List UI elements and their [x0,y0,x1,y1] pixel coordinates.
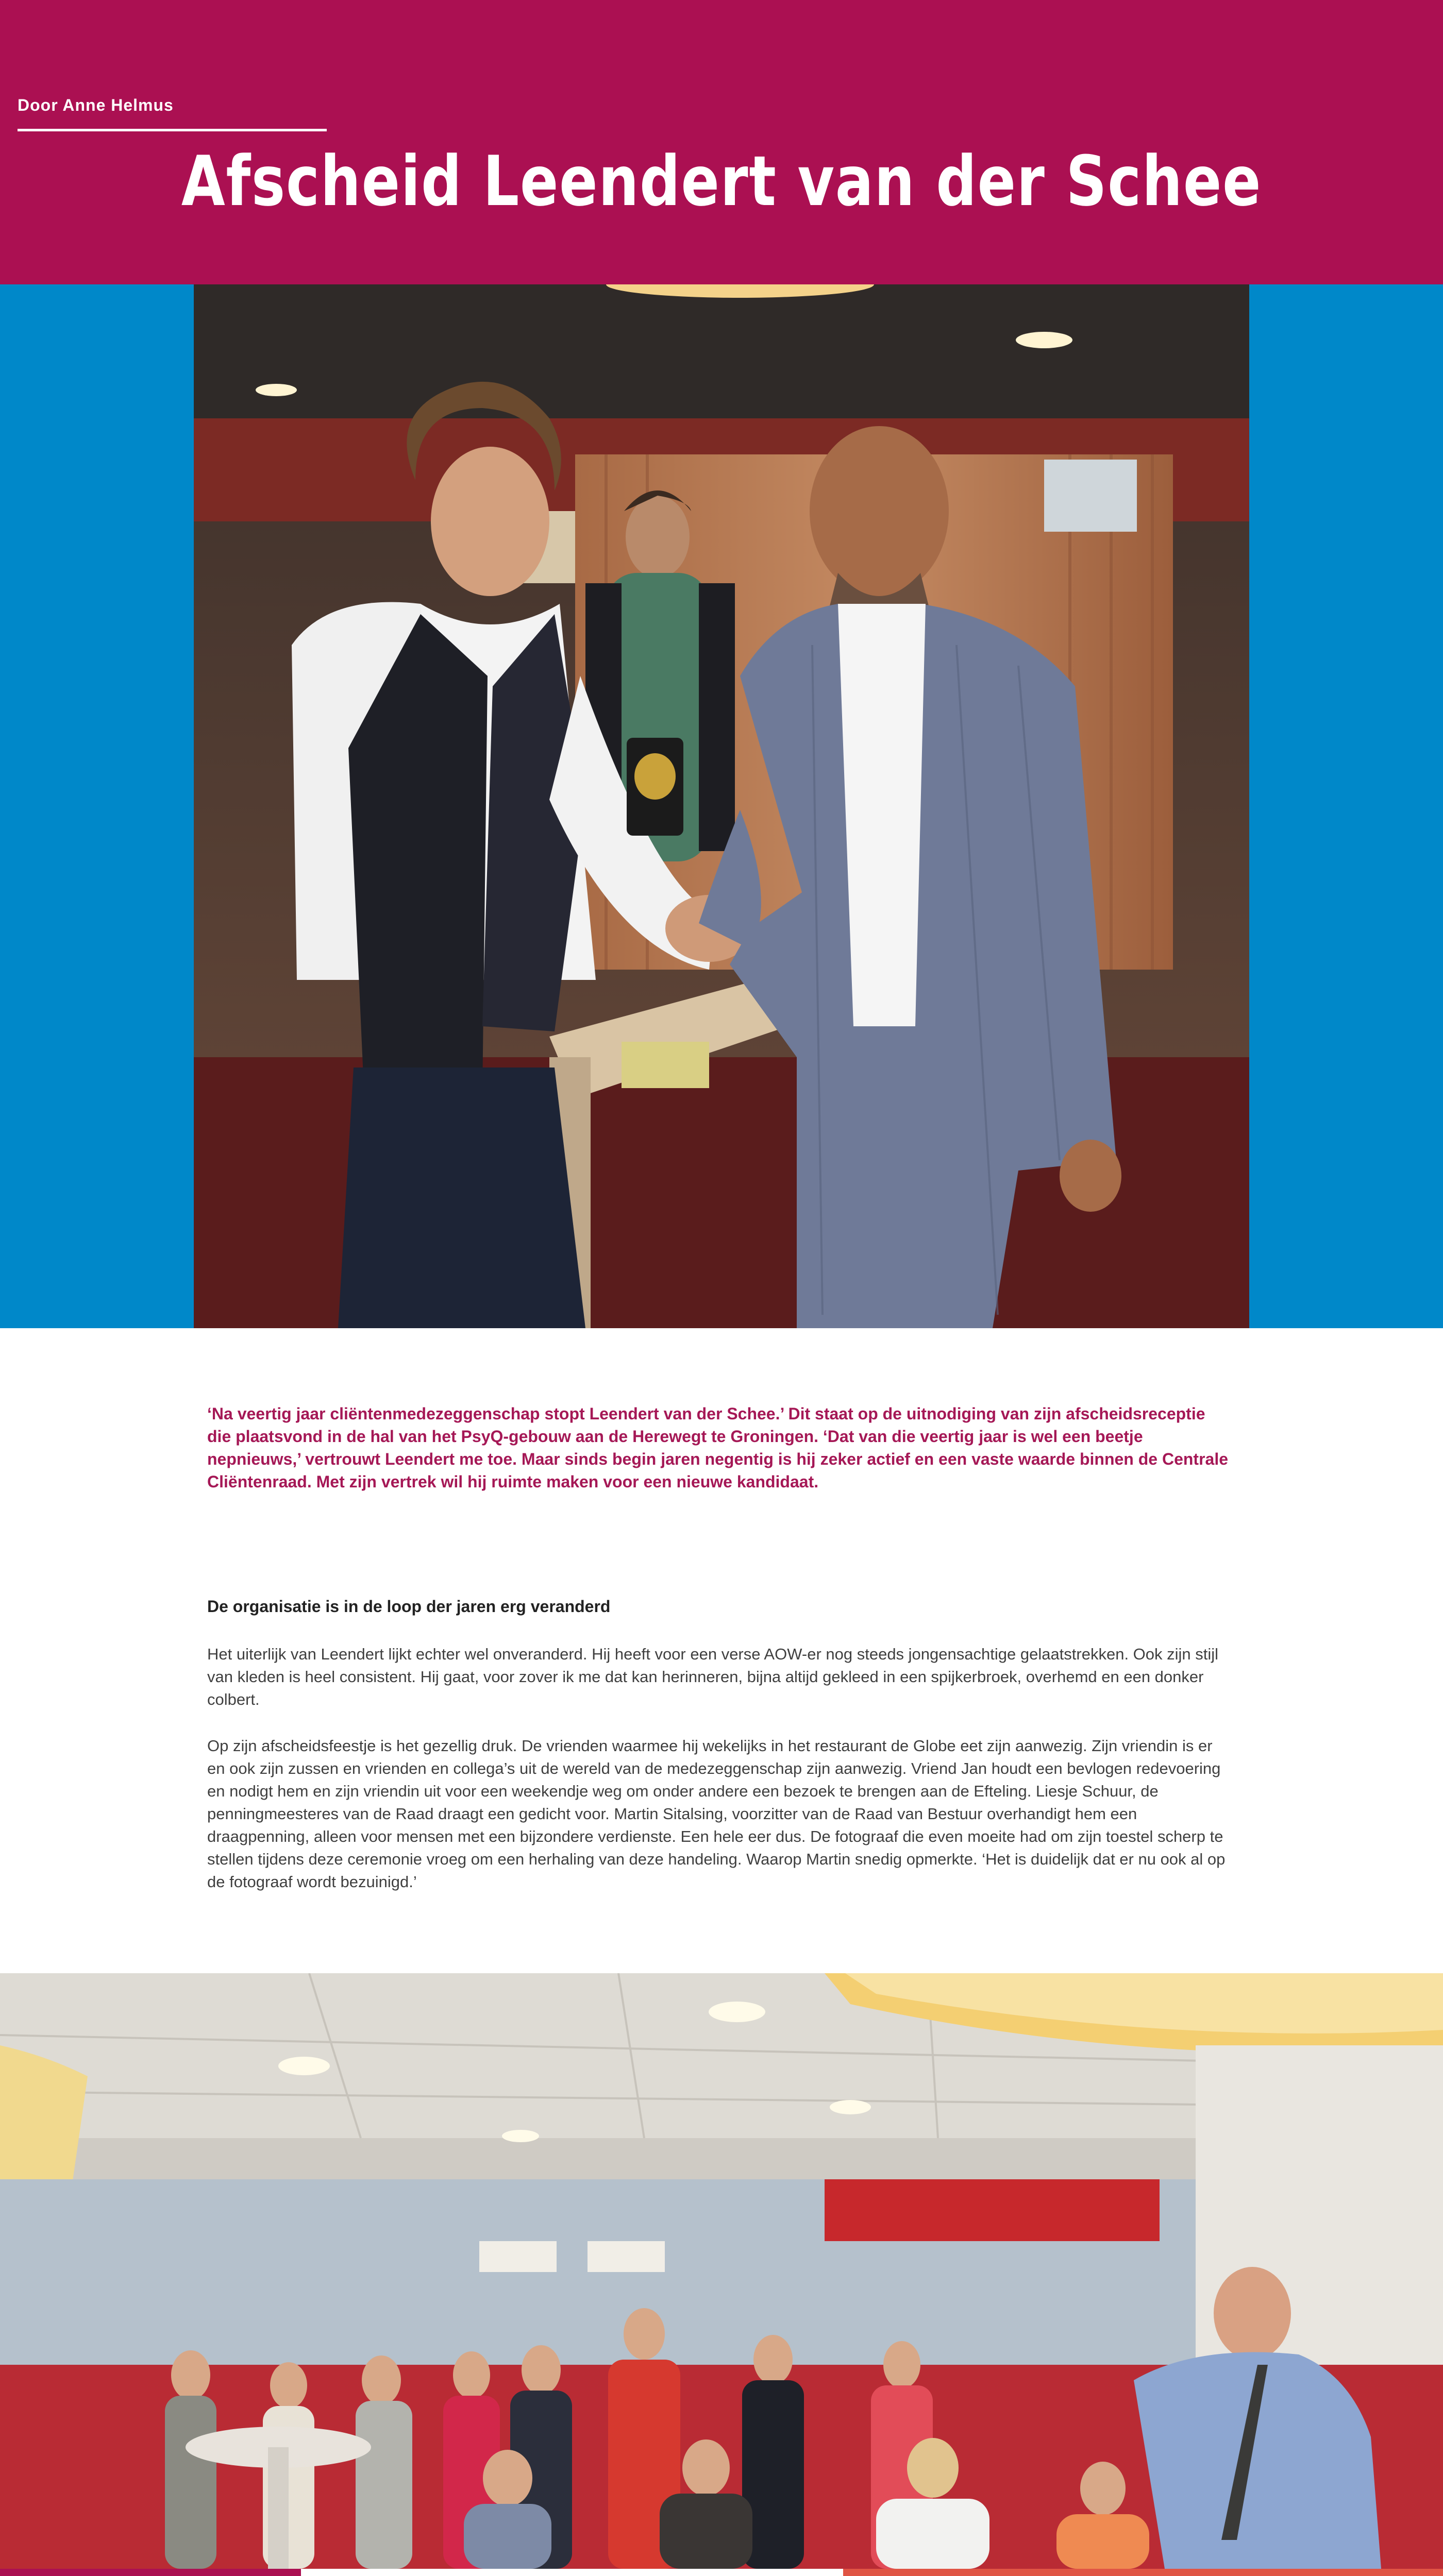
byline-divider [18,129,327,131]
page-title: Afscheid Leendert van der Schee [181,141,1262,222]
seated-guests-photo [843,2569,1443,2576]
party-crowd-photo [0,1973,1443,2569]
article-paragraph: Op zijn afscheidsfeestje is het gezellig druk. De vrienden waarmee hij wekelijks in het restaurant de Globe eet zijn aanwezig. Zijn vriendin is er en ook zijn zussen en vrienden en collega’s uit de wereld van de medezeggenschap zijn aanwezig. Vriend Jan houdt een bevlogen redevoering en nodigt hem en zijn vriendin uit voor een weekendje weg om onder andere een bezoek te brengen aan de Efteling. Liesje Schuur, de penningmeesteres van de Raad draagt een gedicht voor. Martin Sitalsing, voorzitter van de Raad van Bestuur overhandigt hem een draagpenning, alleen voor mensen met een bijzondere verdienste. Een hele eer dus. De fotograaf die even moeite had om zijn toestel scherp te stellen tijdens deze ceremonie vroeg om een herhaling van deze handeling. Waarop Martin snedig opmerkte. ‘Het is duidelijk dat er nu ook al op de fotograaf wordt bezuinigd.’ [207,1737,1226,1891]
author-byline: Door Anne Helmus [18,96,174,114]
section-heading: De organisatie is in de loop der jaren erg veranderd [207,1597,611,1616]
handshake-photo [194,284,1249,1328]
article-paragraph: Het uiterlijk van Leendert lijkt echter wel onveranderd. Hij heeft voor een verse AOW-er nog steeds jongensachtige gelaatstrekken. Ook zijn stijl van kleden is heel consistent. Hij gaat, voor zover ik me dat kan herinneren, bijna altijd gekleed in een spijkerbroek, overhemd en een donker colbert. [207,1645,1219,1708]
article-intro: ‘Na veertig jaar cliëntenmedezeggenschap stopt Leendert van der Schee.’ Dit staat op de uitnodiging van zijn afscheidsreceptie die plaatsvond in de hal van het PsyQ-gebouw aan de Herewegt te Groningen. ‘Dat van die veertig jaar is wel een beetje nepnieuws,’ vertrouwt Leendert me toe. Maar sinds begin jaren negentig is hij zeker actief en een vaste waarde binnen de Centrale Cliëntenraad. Met zijn vertrek wil hij ruimte maken voor een nieuwe kandidaat. [207,1404,1229,1491]
text-panel [301,2569,843,2576]
side-color-band [0,2569,301,2576]
